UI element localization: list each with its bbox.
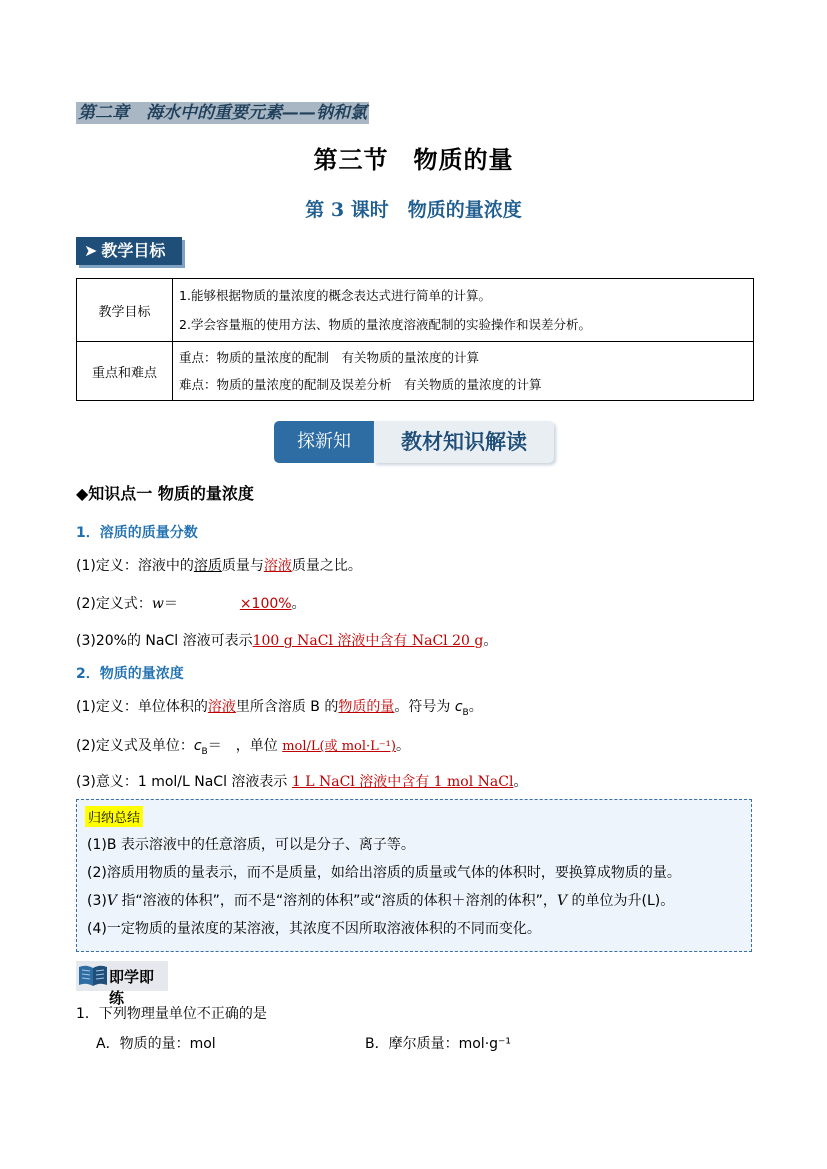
- practice-label: 即学即练: [109, 968, 155, 1007]
- summary-line-3: (3)V 指“溶液的体积”，而不是“溶剂的体积”或“溶质的体积＋溶剂的体积”，V 的单位为升(L)。: [87, 893, 675, 909]
- key-point-line: 重点：物质的量浓度的配制 有关物质的量浓度的计算: [179, 350, 480, 365]
- answer-solute: 溶质: [193, 558, 222, 574]
- goals-badge-label: 教学目标: [101, 241, 166, 260]
- answer-percent: ×100%: [239, 596, 292, 612]
- arrow-right-icon: ➤: [84, 241, 98, 260]
- table-label-goals: 教学目标: [77, 279, 173, 342]
- s2-formula: (2)定义式及单位：$c_B=$ ，单位 mol/L(或 mol·L⁻¹)。: [76, 738, 410, 757]
- section-title: 第三节 物质的量: [313, 146, 514, 174]
- chapter-heading: 第二章 海水中的重要元素——钠和氯: [78, 103, 367, 123]
- s2-meaning: (3)意义：1 mol/L NaCl 溶液表示 1 L NaCl 溶液中含有 1 mol NaCl。: [76, 774, 528, 790]
- goals-table: [76, 278, 754, 401]
- table-row: [77, 279, 754, 342]
- s1-formula: (2)定义式：w＝ ×100%。: [76, 596, 306, 612]
- summary-line-1: (1)B 表示溶液中的任意溶质，可以是分子、离子等。: [87, 837, 415, 853]
- question-1: 1．下列物理量单位不正确的是: [76, 1006, 267, 1022]
- table-row: [77, 342, 754, 401]
- summary-line-2: (2)溶质用物质的量表示，而不是质量，如给出溶质的质量或气体的体积时，要换算成物质的量。: [87, 865, 681, 881]
- option-a: A．物质的量：mol: [96, 1036, 216, 1052]
- banner-right-label: 教材知识解读: [374, 421, 554, 463]
- table-label-key-points: 重点和难点: [77, 342, 173, 401]
- answer-solution: 溶液: [263, 558, 292, 574]
- s1-example: (3)20%的 NaCl 溶液可表示100 g NaCl 溶液中含有 NaCl 20 g。: [76, 633, 498, 649]
- goal-text-2: 学会容量瓶的使用方法、物质的量浓度溶液配制的实验操作和误差分析。: [190, 317, 591, 332]
- subsection-heading-1: 1．溶质的质量分数: [76, 525, 198, 541]
- subsection-heading-2: 2．物质的量浓度: [76, 666, 184, 682]
- section-banner: [274, 421, 554, 463]
- goal-line-2: 2.学会容量瓶的使用方法、物质的量浓度溶液配制的实验操作和误差分析。: [179, 317, 591, 332]
- answer-example: 100 g NaCl 溶液中含有 NaCl 20 g: [252, 633, 484, 649]
- goals-badge: [76, 237, 182, 265]
- book-icon: [78, 964, 108, 988]
- lesson-title: 第 3 课时 物质的量浓度: [305, 199, 522, 221]
- answer-unit: mol/L(或 mol·L⁻¹): [282, 739, 396, 754]
- knowledge-point-heading: ◆知识点一 物质的量浓度: [76, 484, 254, 503]
- practice-heading: [76, 961, 168, 1007]
- banner-left-label: 探新知: [274, 421, 374, 463]
- s1-definition: (1)定义：溶液中的溶质质量与溶液质量之比。: [76, 558, 362, 574]
- goal-text-1: 能够根据物质的量浓度的概念表达式进行简单的计算。: [190, 288, 491, 303]
- goal-line-1: 1.能够根据物质的量浓度的概念表达式进行简单的计算。: [179, 288, 491, 303]
- table-cell-goals: [173, 279, 754, 342]
- summary-tag: 归纳总结: [85, 806, 143, 827]
- s2-definition: (1)定义：单位体积的溶液里所含溶质 B 的物质的量。符号为 $c_B$。: [76, 699, 483, 718]
- answer-meaning: 1 L NaCl 溶液中含有 1 mol NaCl: [291, 774, 514, 790]
- summary-box: [76, 799, 752, 952]
- answer-solution-2: 溶液: [207, 699, 236, 715]
- difficulty-line: 难点：物质的量浓度的配制及误差分析 有关物质的量浓度的计算: [179, 377, 542, 392]
- table-cell-key-points: [173, 342, 754, 401]
- summary-line-4: (4)一定物质的量浓度的某溶液，其浓度不因所取溶液体积的不同而变化。: [87, 921, 541, 937]
- option-b: B．摩尔质量：mol·g⁻¹: [365, 1036, 512, 1052]
- answer-amount: 物质的量: [338, 699, 395, 715]
